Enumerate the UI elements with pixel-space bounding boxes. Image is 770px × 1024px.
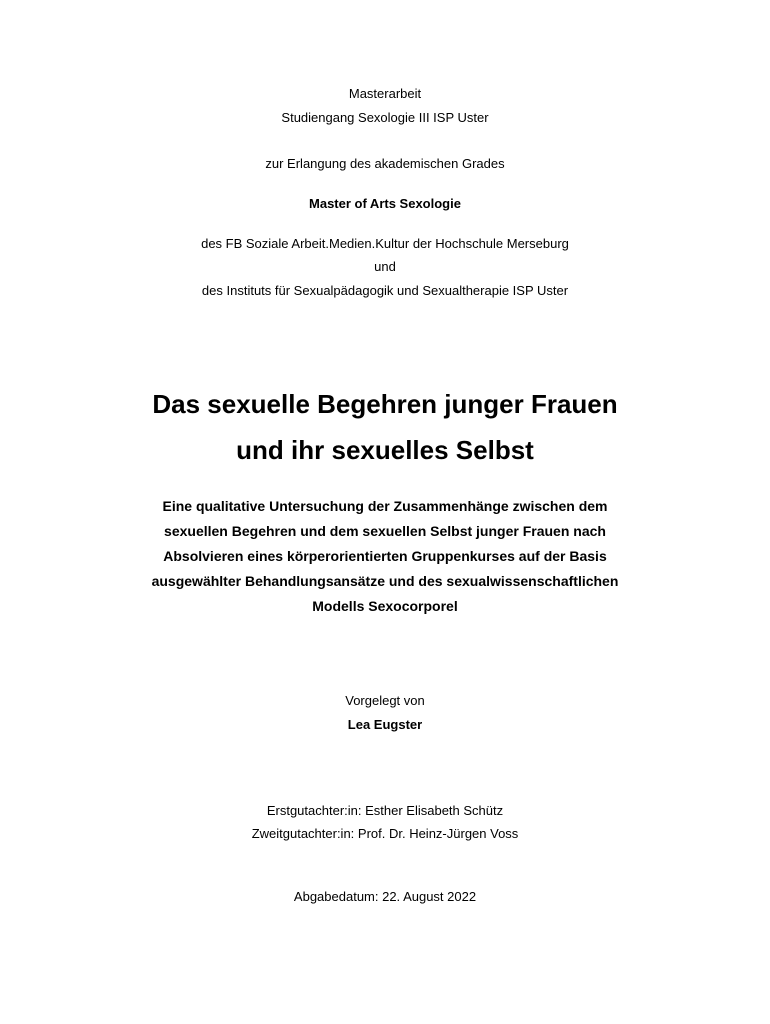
author-label: Vorgelegt von [345, 693, 425, 708]
subtitle-line-5: Modells Sexocorporel [312, 598, 458, 614]
degree-purpose: zur Erlangung des akademischen Grades [265, 156, 505, 171]
study-program: Studiengang Sexologie III ISP Uster [281, 110, 489, 125]
subtitle-line-4: ausgewählter Behandlungsansätze und des sexualwissenschaftlichen [151, 573, 619, 589]
conjunction-line: und [374, 259, 396, 274]
thesis-type: Masterarbeit [348, 86, 422, 101]
faculty-line: des FB Soziale Arbeit.Medien.Kultur der Hochschule Merseburg [201, 236, 569, 251]
author-name: Lea Eugster [347, 717, 423, 732]
subtitle-line-1: Eine qualitative Untersuchung der Zusammenhänge zwischen dem [162, 498, 608, 514]
second-reviewer: Zweitgutachter:in: Prof. Dr. Heinz-Jürgen Voss [251, 826, 519, 841]
degree-name: Master of Arts Sexologie [309, 196, 461, 211]
main-title-line-2: und ihr sexuelles Selbst [236, 435, 534, 465]
subtitle-line-3: Absolvieren eines körperorientierten Gruppenkurses auf der Basis [163, 548, 607, 564]
submission-date: Abgabedatum: 22. August 2022 [293, 889, 477, 904]
first-reviewer: Erstgutachter:in: Esther Elisabeth Schütz [266, 803, 504, 818]
subtitle-line-2: sexuellen Begehren und dem sexuellen Selbst junger Frauen nach [164, 523, 606, 539]
institute-line: des Instituts für Sexualpädagogik und Sexualtherapie ISP Uster [201, 283, 569, 298]
main-title-line-1: Das sexuelle Begehren junger Frauen [152, 389, 618, 419]
